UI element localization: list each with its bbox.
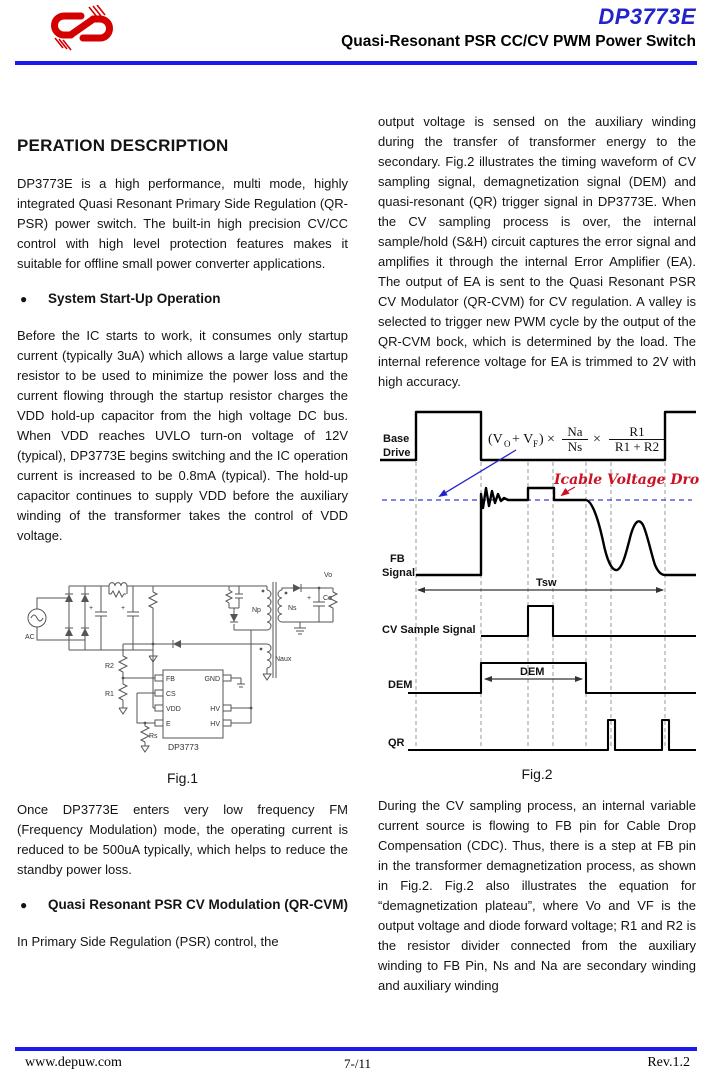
cv-sample-waveform xyxy=(481,606,696,636)
footer-revision: Rev.1.2 xyxy=(647,1055,690,1070)
formula-times-1: × xyxy=(547,432,555,447)
fig1-label-rs: Rs xyxy=(148,733,158,740)
fig1-pin-cs: CS xyxy=(165,691,176,698)
cable-drop-arrow xyxy=(562,487,575,495)
left-column xyxy=(17,112,348,966)
bullet-icon: ● xyxy=(20,898,28,912)
header-rule xyxy=(15,61,697,65)
formula-r1r2: R1 + R2 xyxy=(614,439,660,454)
figure-2 xyxy=(378,406,699,762)
fig1-chip-name: DP3773 xyxy=(167,742,199,752)
paragraph-startup: Before the IC starts to work, it consumes only startup current (typically 3uA) which allows a large value startup resistor to be used to minimize the power loss and the current flowing through the startup resistor charges the VDD hold-up capacitor from the high voltage DC bus. When VDD reaches UVLO turn-on voltage of 12V (typical), DP3773E begins switching and the IC operation current is increased to be 0.8mA (typical). The hold-up capacitor continues to supply VDD before the auxiliary winding of the transformer takes the control of VDD voltage. xyxy=(17,328,348,543)
fig2-caption: Fig.2 xyxy=(521,766,553,782)
base-drive-label-2: Drive xyxy=(383,447,411,459)
formula-times-2: × xyxy=(593,432,601,447)
footer-website: www.depuw.com xyxy=(25,1055,122,1070)
base-drive-label-1: Base xyxy=(383,433,410,445)
paragraph-intro: DP3773E is a high performance, multi mode, highly integrated Quasi Resonant Primary Side Regulation (QR-PSR) power switch. The built-in high precision CV/CC control with high level protection features makes it suitable for offline small power converter applications. xyxy=(17,176,348,271)
subsection-qrcvm-title: Quasi Resonant PSR CV Modulation (QR-CVM) xyxy=(48,897,349,912)
fb-signal-label-1: FB xyxy=(390,553,405,565)
qr-waveform xyxy=(408,720,696,750)
footer-page-number: 7-/11 xyxy=(344,1056,371,1071)
paragraph-fm-mode: Once DP3773E enters very low frequency FM (Frequency Modulation) mode, the operating current is reduced to be 500uA typically, which helps to reduce the standby power loss. xyxy=(17,802,348,877)
formula-sub-o: O xyxy=(504,439,511,449)
fig1-label-r1: R1 xyxy=(104,691,114,698)
formula-close: ) xyxy=(539,432,544,447)
formula-open: (V xyxy=(488,432,503,447)
formula-sub-f: F xyxy=(533,439,539,449)
fig1-label-naux: Naux xyxy=(274,656,291,663)
dem-label: DEM xyxy=(388,679,413,691)
document-title: Quasi-Resonant PSR CC/CV PWM Power Switch xyxy=(341,33,696,50)
fig1-label-r2: R2 xyxy=(104,663,114,670)
page-header xyxy=(0,4,696,62)
paragraph-cdc: During the CV sampling process, an internal variable current source is flowing to FB pin for Cable Drop Compensation (CDC). Thus, there is a step at FB pin in the transformer demagnetization process, as shown in Fig.2. Fig.2 also illustrates the equation for “demagnetization plateau”, where Vo and VF is the output voltage and diode forward voltage; R1 and R2 is the resistor divider connected from the auxiliary winding to FB Pin, Ns and Na are secondary winding and auxiliary winding xyxy=(378,798,696,993)
fig1-label-ac: AC xyxy=(24,634,35,641)
part-number: DP3773E xyxy=(598,4,696,29)
cv-sample-label: CV Sample Signal xyxy=(382,624,476,636)
fig1-pin-hv2: HV xyxy=(209,721,220,728)
plateau-formula xyxy=(488,424,665,454)
section-heading-operation-description: PERATION DESCRIPTION xyxy=(17,136,229,155)
cable-drop-annotation: Icable Voltage Drop xyxy=(554,472,699,488)
fig2-timing-diagram xyxy=(378,406,699,756)
subsection-qrcvm xyxy=(17,894,348,916)
fig1-pin-fb: FB xyxy=(165,676,175,683)
page-footer xyxy=(0,1047,711,1078)
circuit-diodes xyxy=(65,584,320,724)
fig1-pin-vdd: VDD xyxy=(165,706,181,713)
tsw-label: Tsw xyxy=(536,577,557,589)
figure-1 xyxy=(17,560,348,766)
fig1-label-vo: Vo xyxy=(323,572,332,579)
dem-span-label: DEM xyxy=(520,666,545,678)
fig1-cap3-polarity: + xyxy=(306,595,311,602)
fig1-cap2-polarity: + xyxy=(120,605,125,612)
fb-signal-waveform xyxy=(416,488,696,575)
fig1-caption: Fig.1 xyxy=(166,770,199,786)
company-logo xyxy=(36,5,128,51)
bullet-icon: ● xyxy=(20,292,28,306)
fig1-label-np: Np xyxy=(251,607,261,614)
dem-waveform xyxy=(408,663,696,693)
fb-signal-label-2: Signal xyxy=(382,567,416,579)
fig1-circuit-diagram xyxy=(23,560,343,760)
fig1-pin-e: E xyxy=(165,721,171,728)
footer-rule xyxy=(15,1047,697,1051)
fig1-cap1-polarity: + xyxy=(88,605,93,612)
formula-plus: + V xyxy=(512,432,534,447)
formula-pointer-arrow xyxy=(440,450,516,496)
fig1-label-co: Co xyxy=(322,595,332,602)
subsection-startup-title: System Start-Up Operation xyxy=(48,291,221,306)
formula-na: Na xyxy=(567,424,583,439)
formula-r1: R1 xyxy=(629,424,645,439)
right-column xyxy=(378,112,699,1010)
formula-ns: Ns xyxy=(567,439,583,454)
paragraph-psr: In Primary Side Regulation (PSR) control, the xyxy=(17,934,279,949)
fig1-label-ns: Ns xyxy=(287,605,297,612)
fig1-pin-gnd: GND xyxy=(203,676,220,683)
qr-label: QR xyxy=(388,737,405,749)
subsection-startup xyxy=(17,288,348,310)
fig1-pin-hv1: HV xyxy=(209,706,220,713)
paragraph-cv-sampling: output voltage is sensed on the auxiliary winding during the transfer of transformer energy to the secondary. Fig.2 illustrates the timing waveform of CV sampling signal, demagnetization signal (DEM) and quasi-resonant (QR) trigger signal in DP3773E. When the CV sampling process is over, the internal sample/hold (S&H) circuit captures the error signal and amplifies it through the internal Error Amplifier (EA). The output of EA is sent to the Quasi Resonant PSR CV Modulator (QR-CVM) for CV regulation. A valley is selected to trigger new PWM cycle by the output of the QR-CVM bock, which is determined by the load. The internal reference voltage for EA is trimmed to 2V with high accuracy. xyxy=(378,114,696,389)
